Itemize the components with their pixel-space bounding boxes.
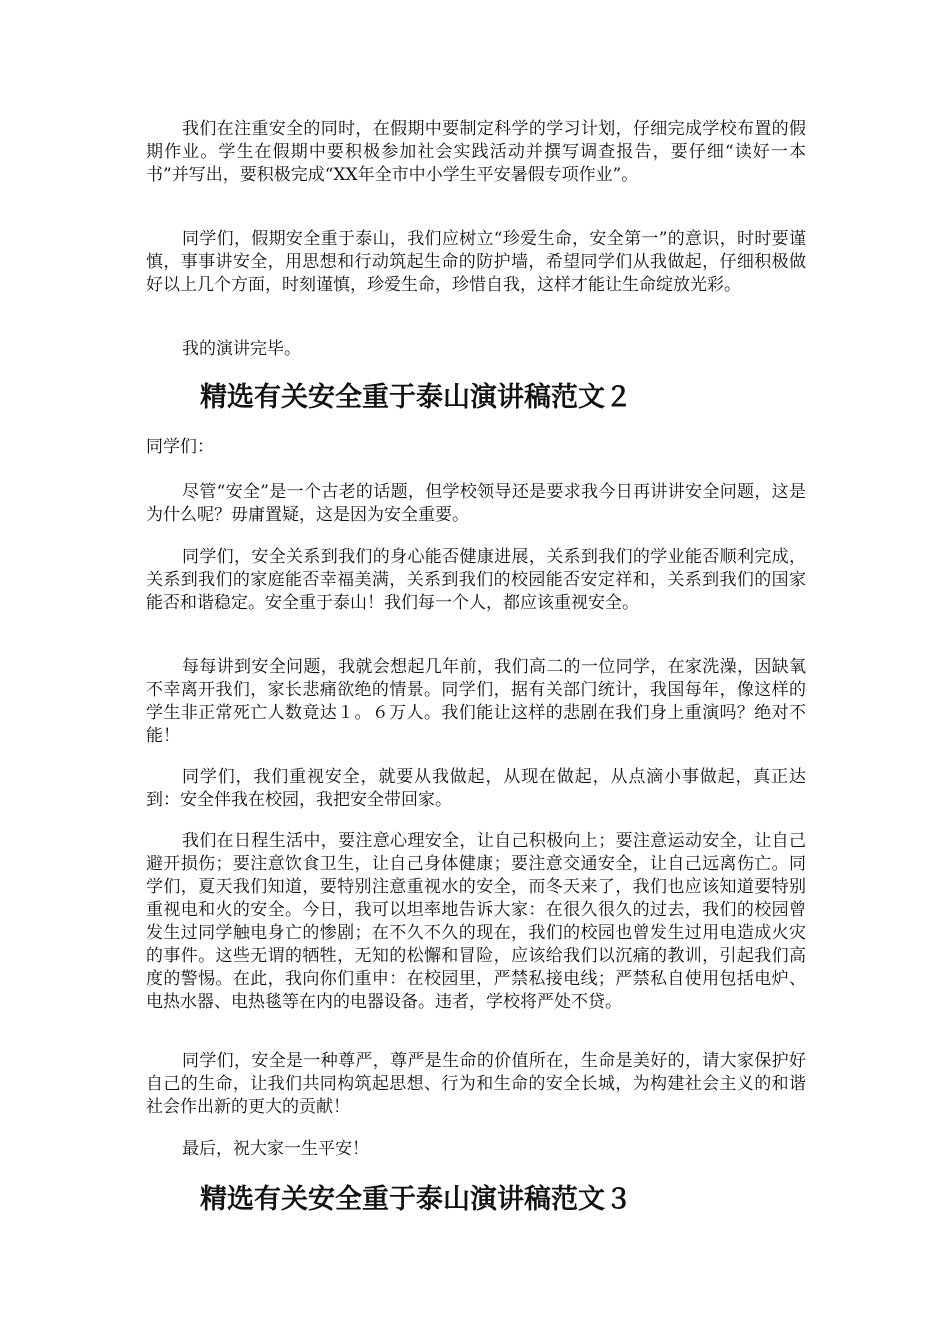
paragraph-safety-relations: 同学们，安全关系到我们的身心能否健康进展，关系到我们的学业能否顺利完成，关系到我们的家庭能否幸福美满，关系到我们的校园能否安定祥和，关系到我们的国家能否和谐稳定。安全重于泰山！我们每一个人，都应该重视安全。 — [146, 547, 806, 613]
paragraph-safety-awareness: 同学们，假期安全重于泰山，我们应树立“珍爱生命，安全第一”的意识，时时要谨慎，事事讲安全，用思想和行动筑起生命的防护墙，希望同学们从我做起，仔细积极做好以上几个方面，时刻谨慎，珍爱生命，珍惜自我，这样才能让生命绽放光彩。 — [146, 229, 806, 295]
paragraph-blessing: 最后，祝大家一生平安！ — [182, 1139, 369, 1159]
paragraph-daily-safety: 我们在日程生活中，要注意心理安全，让自己积极向上；要注意运动安全，让自己避开损伤；要注意饮食卫生，让自己身体健康；要注意交通安全，让自己远离伤亡。同学们，夏天我们知道，要特别注意重视水的安全，而冬天来了，我们也应该知道要特别重视电和火的安全。今日，我可以坦率地告诉大家：在很久很久的过去，我们的校园曾发生过同学触电身亡的惨剧；在不久不久的现在，我们的校园也曾发生过用电造成火灾的事件。这些无谓的牺牲，无知的松懈和冒险，应该给我们以沉痛的教训，引起我们高度的警惕。在此，我向你们重申：在校园里，严禁私接电线；严禁私自使用包括电炉、电热水器、电热毯等在内的电器设备。违者，学校将严处不贷。 — [146, 831, 806, 1012]
section-heading-3: 精选有关安全重于泰山演讲稿范文３ — [200, 1184, 632, 1215]
paragraph-old-topic: 尽管“安全”是一个古老的话题，但学校领导还是要求我今日再讲讲安全问题，这是为什么呢？毋庸置疑，这是因为安全重要。 — [146, 482, 806, 525]
paragraph-closing-remark: 我的演讲完毕。 — [182, 339, 301, 359]
paragraph-start-from-me: 同学们，我们重视安全，就要从我做起，从现在做起，从点滴小事做起，真正达到：安全伴我在校园，我把安全带回家。 — [146, 767, 806, 810]
paragraph-tragedy-memory: 每每讲到安全问题，我就会想起几年前，我们高二的一位同学，在家洗澡，因缺氧不幸离开我们，家长悲痛欲绝的情景。同学们，据有关部门统计，我国每年，像这样的学生非正常死亡人数竟达１。６万人。我们能让这样的悲剧在我们身上重演吗？绝对不能！ — [146, 657, 806, 746]
paragraph-study-plan: 我们在注重安全的同时，在假期中要制定科学的学习计划，仔细完成学校布置的假期作业。学生在假期中要积极参加社会实践活动并撰写调查报告，要仔细“读好一本书”并写出，要积极完成“XX年全市中小学生平安暑假专项作业”。 — [146, 119, 806, 185]
section-heading-2: 精选有关安全重于泰山演讲稿范文２ — [200, 382, 632, 413]
paragraph-dignity: 同学们，安全是一种尊严，尊严是生命的价值所在，生命是美好的，请大家保护好自己的生命，让我们共同构筑起思想、行为和生命的安全长城，为构建社会主义的和谐社会作出新的更大的贡献！ — [146, 1051, 806, 1117]
salutation: 同学们： — [146, 437, 214, 457]
